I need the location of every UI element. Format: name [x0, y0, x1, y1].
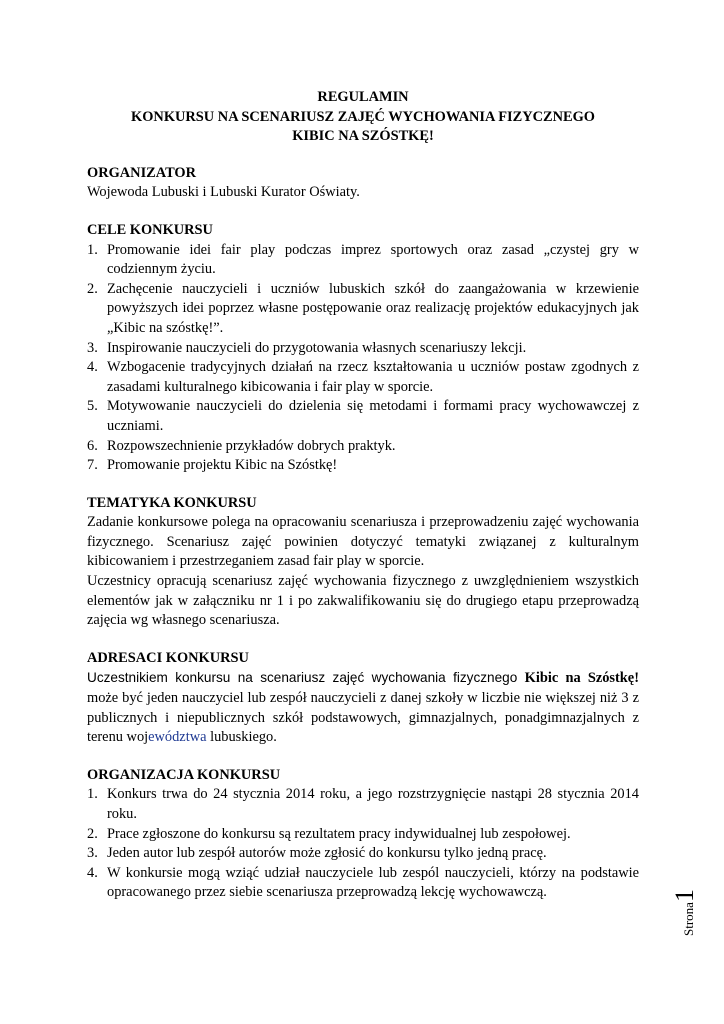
addressees-text-blue: ewództwa: [148, 729, 207, 746]
addressees-text-before: Uczestnikiem konkursu na scenariusz zajęć wychowania fizycznego: [87, 670, 525, 686]
goals-list-item: 4. Wzbogacenie tradycyjnych działań na rzecz kształtowania u uczniów postaw zgodnych z zasadami kulturalnego kibicowania i fair play w sporcie.: [87, 359, 639, 395]
page-number-vertical: [670, 889, 700, 936]
topic-heading: TEMATYKA KONKURSU: [87, 494, 257, 511]
organization-list-item: 2. Prace zgłoszone do konkursu są rezultatem pracy indywidualnej lub zespołowej.: [87, 825, 571, 842]
topic-paragraph-1: Zadanie konkursowe polega na opracowaniu scenariusza i przeprowadzeniu zajęć wychowania fizycznego. Scenariusz zajęć powinien dotyczyć tematyki związanej z kulturalnym kibicowaniem i przestrzeganiem zasad fair play w sporcie.: [87, 514, 639, 570]
organization-list-item: 1. Konkurs trwa do 24 stycznia 2014 roku, a jego rozstrzygnięcie nastąpi 28 stycznia 2014 roku.: [87, 786, 639, 822]
goals-list-item: 7. Promowanie projektu Kibic na Szóstkę!: [87, 457, 338, 474]
page-label: Strona: [681, 902, 696, 936]
organization-list: [87, 785, 639, 903]
goals-list-item: 1. Promowanie idei fair play podczas imprez sportowych oraz zasad „czystej gry w codziennym życiu.: [87, 241, 639, 278]
page-footer: [670, 870, 699, 936]
organizer-text: Wojewoda Lubuski i Lubuski Kurator Oświaty.: [87, 184, 360, 201]
goals-list: [87, 241, 639, 476]
addressees-highlight: Kibic na Szóstkę!: [524, 670, 639, 687]
topic-paragraph-2: Uczestnicy opracują scenariusz zajęć wychowania fizycznego z uwzględnieniem wszystkich elementów jak w załączniku nr 1 i po zakwalifikowaniu się do drugiego etapu przeprowadzą zajęcia wg własnego scenariusza.: [87, 573, 639, 629]
addressees-text-after-2: lubuskiego.: [206, 729, 277, 746]
organizer-heading: ORGANIZATOR: [87, 164, 197, 181]
page-number: 1: [670, 889, 699, 903]
organization-list-item: 3. Jeden autor lub zespół autorów może zgłosić do konkursu tylko jedną pracę.: [87, 845, 547, 862]
addressees-text-after-1: może być jeden nauczyciel lub zespół nauczycieli z danej szkoły w liczbie nie większej niż 3 z publicznych i niepublicznych szkół podstawowych, gimnazjalnych, ponadgimnazjalnych z terenu woj: [87, 690, 639, 746]
goals-list-item: 3. Inspirowanie nauczycieli do przygotowania własnych scenariuszy lekcji.: [87, 339, 527, 356]
addressees-heading: ADRESACI KONKURSU: [87, 649, 249, 666]
goals-list-item: 2. Zachęcenie nauczycieli i uczniów lubuskich szkół do zaangażowania w krzewienie powyższych idei poprzez własne postępowanie oraz realizację projektów edukacyjnych jak „Kibic na szóstkę!”.: [87, 280, 639, 336]
organization-heading: ORGANIZACJA KONKURSU: [87, 766, 281, 783]
goals-list-item: 6. Rozpowszechnienie przykładów dobrych praktyk.: [87, 437, 396, 454]
document-title: [87, 88, 639, 147]
title-line-1: REGULAMIN: [317, 89, 409, 105]
title-line-2: KONKURSU NA SCENARIUSZ ZAJĘĆ WYCHOWANIA FIZYCZNEGO: [131, 108, 595, 125]
addressees-paragraph: [87, 668, 639, 747]
document-page: [87, 88, 639, 903]
goals-list-item: 5. Motywowanie nauczycieli do dzielenia się metodami i formami pracy wychowawczej z uczniami.: [87, 398, 639, 434]
organization-list-item: 4. W konkursie mogą wziąć udział nauczyciele lub zespól nauczycieli, którzy na podstawie opracowanego przez siebie scenariusza przeprowadzą lekcję wychowawczą.: [87, 864, 639, 901]
goals-heading: CELE KONKURSU: [87, 221, 213, 238]
title-line-3: KIBIC NA SZÓSTKĘ!: [292, 128, 434, 145]
